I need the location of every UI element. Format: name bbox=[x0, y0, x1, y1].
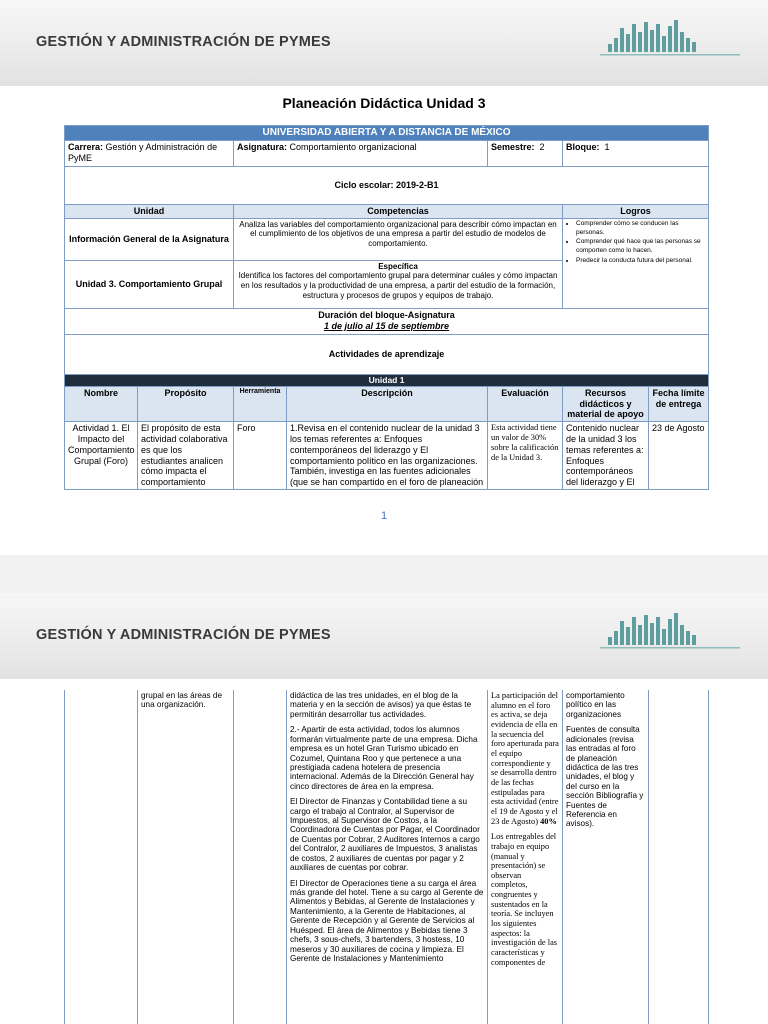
unidad3-cell: Unidad 3. Comportamiento Grupal bbox=[65, 260, 234, 308]
logros-list bbox=[566, 220, 705, 266]
page-number: 1 bbox=[380, 510, 388, 522]
logros-cell bbox=[563, 218, 709, 308]
bar-logo-icon bbox=[600, 607, 740, 655]
unidad1-bar: Unidad 1 bbox=[65, 374, 709, 386]
semestre-cell: Semestre: 2 bbox=[488, 141, 563, 167]
row-evaluacion: Esta actividad tiene un valor de 30% sobre la calificación de la Unidad 3. bbox=[488, 422, 563, 490]
descripcion-paragraph: didáctica de las tres unidades, en el blog de la materia y en la sección de avisos) ya que éstas te permitirán desarrollar tus actividades. bbox=[290, 691, 472, 719]
competencias-header: Competencias bbox=[234, 205, 563, 219]
col-nombre: Nombre bbox=[65, 386, 138, 421]
recursos-paragraph: comportamiento político en las organizaciones bbox=[566, 691, 625, 719]
row-recursos: Contenido nuclear de la unidad 3 los temas referentes a: Enfoques contemporáneos del liderazgo y El bbox=[563, 422, 649, 490]
row-descripcion: 1.Revisa en el contenido nuclear de la unidad 3 los temas referentes a: Enfoques contemporáneos del liderazgo y El comportamiento político en las organizaciones. También, investiga en las fuentes adicionales (que se han compartido en el foro de planeación bbox=[287, 422, 488, 490]
table-row bbox=[65, 690, 709, 1024]
row-nombre: Actividad 1. El Impacto del Comportamiento Grupal (Foro) bbox=[65, 422, 138, 490]
logros-header: Logros bbox=[563, 205, 709, 219]
col-evaluacion: Evaluación bbox=[488, 386, 563, 421]
row-fecha-cont bbox=[649, 690, 709, 1024]
table-row bbox=[65, 422, 709, 490]
ciclo-escolar: Ciclo escolar: 2019-2-B1 bbox=[65, 167, 709, 205]
especifica-label: Específica bbox=[378, 261, 418, 271]
page-header bbox=[0, 593, 768, 679]
competencia-especifica-cell bbox=[234, 260, 563, 308]
header-title: GESTIÓN Y ADMINISTRACIÓN DE PYMES bbox=[36, 34, 331, 50]
info-general-cell: Información General de la Asignatura bbox=[65, 218, 234, 260]
duracion-label: Duración del bloque-Asignatura bbox=[318, 309, 455, 320]
row-herramienta-cont bbox=[234, 690, 287, 1024]
logro-item: • Comprender cómo se conducen las personas. bbox=[576, 220, 705, 238]
logro-item: • Comprender qué hace que las personas se comporten como lo hacen. bbox=[576, 238, 705, 256]
actividades-title: Actividades de aprendizaje bbox=[65, 334, 709, 374]
row-fecha: 23 de Agosto bbox=[649, 422, 709, 490]
col-fecha: Fecha límite de entrega bbox=[649, 386, 709, 421]
row-herramienta: Foro bbox=[234, 422, 287, 490]
page-title: Planeación Didáctica Unidad 3 bbox=[282, 95, 486, 111]
evaluacion-percent: 40% bbox=[540, 816, 557, 826]
descripcion-paragraph: El Director de Operaciones tiene a su carga el área más grande del hotel. Tiene a su cargo al Gerente de Alimentos y Bebidas, al Gerente de Instalaciones y Mantenimiento, a la Gerente de Habitaciones, al Gerente de Recepción y al Gerente de Servicios al Huésped. El área de Alimentos y Bebidas tiene 3 chefs, 3 sous-chefs, 3 bartenders, 3 hostess, 10 meseros y 30 auxiliares de cocina y limpieza. El Gerente de Instalaciones y Mantenimiento bbox=[290, 878, 484, 963]
descripcion-paragraph: El Director de Finanzas y Contabilidad tiene a su cargo el trabajo al Contralor, al Supervisor de Impuestos, al Supervisor de Costos, a la Coordinadora de Cuentas por Pagar, el Coordinador de Cuentas por Cobrar, 2 Auditores Internos a cargo del Contralor, 2 auxiliares de Impuestos, 3 analistas de costos, 2 auxiliares de cuentas por pagar y 2 auxiliares de cuentas por cobrar. bbox=[290, 797, 480, 873]
bar-logo-icon bbox=[600, 14, 740, 62]
bloque-cell: Bloque: 1 bbox=[563, 141, 709, 167]
planning-table-continued bbox=[64, 690, 709, 1024]
col-herramienta: Herramienta bbox=[234, 386, 287, 421]
duracion-value: 1 de julio al 15 de septiembre bbox=[324, 320, 450, 331]
descripcion-paragraph: 2.- Apartir de esta actividad, todos los alumnos formarán virtualmente parte de una empresa. Dicha empresa es un hotel Gran Turismo ubicado en Cozumel, Quintana Roo y que pertenece a una prestigiada cadena hotelera de presencia internacional. Además de la Dirección General hay cinco directores de área en la empresa. bbox=[290, 725, 478, 791]
page-2 bbox=[0, 593, 768, 1024]
row-proposito: El propósito de esta actividad colaborativa es que los estudiantes analicen cómo impacta el comportamiento bbox=[138, 422, 234, 490]
asignatura-cell: Asignatura: Comportamiento organizacional bbox=[234, 141, 488, 167]
row-nombre-cont bbox=[65, 690, 138, 1024]
competencia-general: Analiza las variables del comportamiento organizacional para describir cómo impactan en el cumplimiento de los objetivos de una empresa a partir del estudio de modelos de comportamiento. bbox=[234, 218, 563, 260]
planning-table bbox=[64, 125, 709, 490]
page-header bbox=[0, 0, 768, 86]
col-descripcion: Descripción bbox=[287, 386, 488, 421]
university-header: UNIVERSIDAD ABIERTA Y A DISTANCIA DE MÉXICO bbox=[65, 126, 709, 141]
recursos-paragraph: Fuentes de consulta adicionales (revisa las entradas al foro de planeación didáctica de las tres unidades, el blog y del curso en la sección Bibliografía y Fuentes de Referencia en avisos). bbox=[566, 725, 644, 829]
row-descripcion-cont bbox=[287, 690, 488, 1024]
evaluacion-criterio: La participación del alumno en el foro es activa, se deja evidencia de ella en la secuencia del foro aperturada para el equipo correspondiente y se desarrolla dentro de las fechas estipuladas para esta actividad (entre el 19 de Agosto y el 23 de Agosto) bbox=[491, 691, 559, 826]
duracion-cell bbox=[65, 308, 709, 334]
logro-item: • Predecir la conducta futura del personal. bbox=[576, 257, 705, 266]
row-recursos-cont bbox=[563, 690, 649, 1024]
unidad-header: Unidad bbox=[65, 205, 234, 219]
carrera-cell: Carrera: Gestión y Administración de PyME bbox=[65, 141, 234, 167]
col-recursos: Recursos didácticos y material de apoyo bbox=[563, 386, 649, 421]
row-evaluacion-cont bbox=[488, 690, 563, 1024]
col-proposito: Propósito bbox=[138, 386, 234, 421]
evaluacion-entregables: Los entregables del trabajo en equipo (manual y presentación) se observan completos, congruentes y sustentados en la teoría. Se incluyen los siguientes aspectos: la investigación de las características y componentes de bbox=[491, 832, 558, 967]
row-proposito-cont: grupal en las áreas de una organización. bbox=[138, 690, 234, 1024]
competencia-especifica: Identifica los factores del comportamiento grupal para determinar cuáles y cómo impactan en los resultados y la productividad de una empresa, a partir del estudio de la formación, estructura y procesos de grupos y equipos de trabajo. bbox=[238, 271, 558, 300]
header-title: GESTIÓN Y ADMINISTRACIÓN DE PYMES bbox=[36, 627, 331, 643]
